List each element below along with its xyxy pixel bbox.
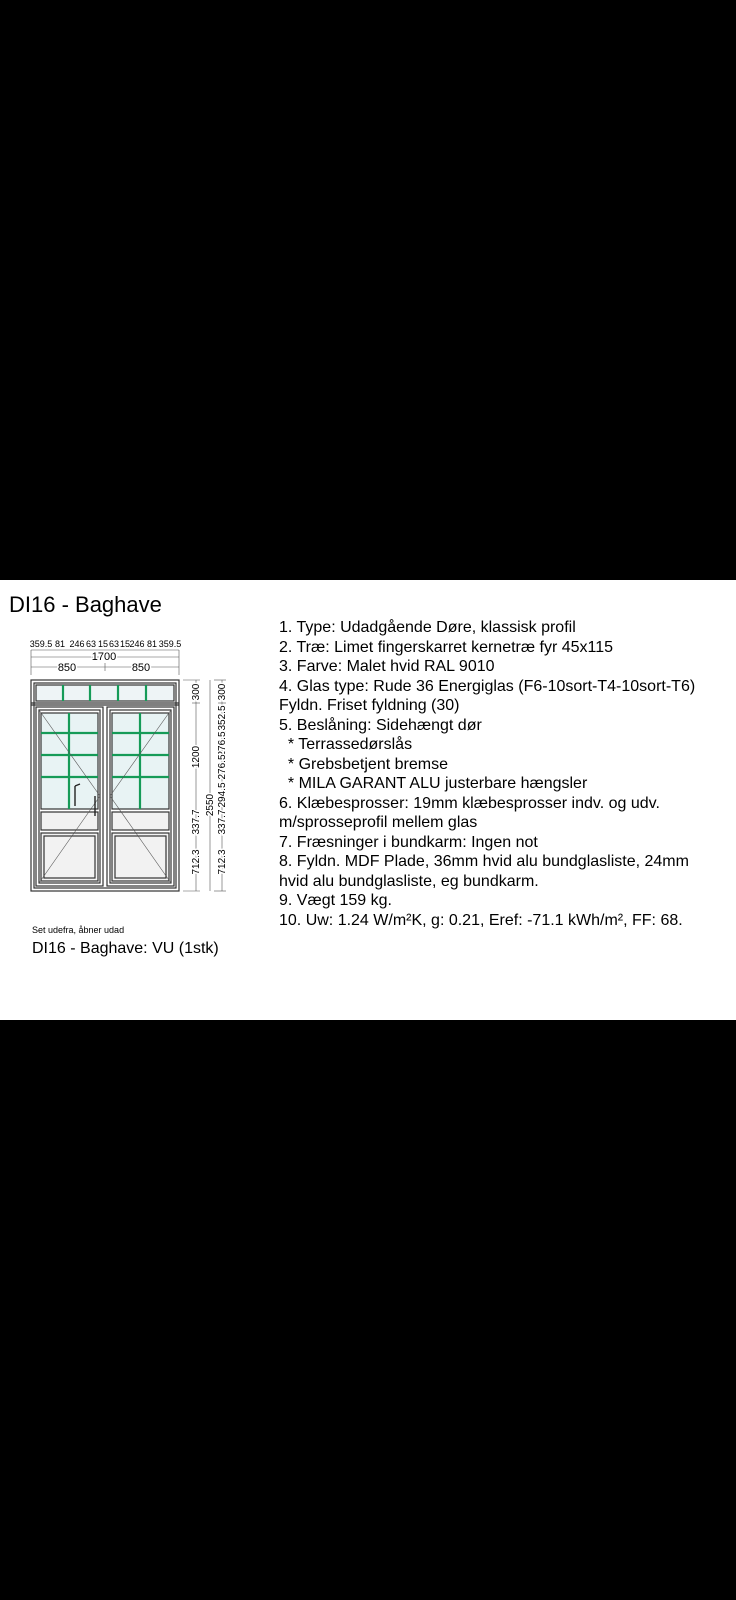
right-dim-outer-2: 352.5 xyxy=(217,705,228,731)
spec-line: 6. Klæbesprosser: 19mm klæbesprosser indv. og udv. m/sprosseprofil mellem glas xyxy=(279,794,660,831)
door-frame xyxy=(31,680,179,891)
top-dim-7: 15 xyxy=(119,639,131,649)
total-width-label: 1700 xyxy=(91,651,117,663)
spec-line: * Grebsbetjent bremse xyxy=(279,755,448,773)
spec-line: * Terrassedørslås xyxy=(279,736,413,753)
specification-list xyxy=(279,618,719,930)
view-caption: Set udefra, åbner udad xyxy=(32,925,125,935)
top-dim-5: 15 xyxy=(97,639,109,649)
top-dim-1: 359.5 xyxy=(29,639,53,649)
spec-line: Fyldn. Friset fyldning (30) xyxy=(279,697,460,714)
door-elevation-drawing xyxy=(0,580,260,920)
right-dim-outer-4: 276.5 xyxy=(217,754,228,780)
spec-line: 5. Beslåning: Sidehængt dør xyxy=(279,716,482,734)
spec-line: 7. Fræsninger i bundkarm: Ingen not xyxy=(279,833,538,851)
half-width-left-label: 850 xyxy=(57,662,77,674)
half-width-right-label: 850 xyxy=(131,662,151,674)
right-dim-inner-1: 300 xyxy=(191,683,202,701)
right-dim-outer-6: 337.7 xyxy=(217,809,228,835)
spec-line: 9. Vægt 159 kg. xyxy=(279,892,392,909)
right-dim-outer-5: 294.5 xyxy=(217,782,228,808)
spec-line: 4. Glas type: Rude 36 Energiglas (F6-10sort-T4-10sort-T6) xyxy=(279,677,696,695)
spec-line: 2. Træ: Limet fingerskarret kernetræ fyr 45x115 xyxy=(279,638,614,656)
right-dim-inner-3: 337.7 xyxy=(191,809,202,835)
top-dimension-labels xyxy=(30,639,182,649)
total-height-label: 2550 xyxy=(205,793,216,817)
top-dim-8: 246 xyxy=(129,639,145,649)
specification-panel xyxy=(0,580,736,1020)
spec-line: * MILA GARANT ALU justerbare hængsler xyxy=(279,775,588,792)
right-dim-outer-1: 300 xyxy=(217,683,228,701)
right-dim-inner-4: 712.3 xyxy=(191,849,202,875)
top-dim-6: 63 xyxy=(108,639,120,649)
top-dim-2: 81 xyxy=(54,639,66,649)
spec-line: 10. Uw: 1.24 W/m²K, g: 0.21, Eref: -71.1 kWh/m², FF: 68. xyxy=(279,911,683,929)
spec-line: 8. Fyldn. MDF Plade, 36mm hvid alu bundglasliste, 24mm hvid alu bundglasliste, eg bundkarm. xyxy=(279,853,689,890)
right-dim-outer-7: 712.3 xyxy=(217,849,228,875)
spec-line: 1. Type: Udadgående Døre, klassisk profil xyxy=(279,619,576,636)
top-dim-3: 246 xyxy=(69,639,85,649)
right-dim-outer-3: 276.5 xyxy=(217,731,228,757)
top-dim-9: 81 xyxy=(146,639,158,649)
top-dim-10: 359.5 xyxy=(158,639,182,649)
item-caption: DI16 - Baghave: VU (1stk) xyxy=(32,940,219,957)
top-dim-4: 63 xyxy=(85,639,97,649)
right-dim-inner-2: 1200 xyxy=(191,745,202,769)
spec-line: 3. Farve: Malet hvid RAL 9010 xyxy=(279,658,495,675)
drawing-title: DI16 - Baghave xyxy=(9,592,162,617)
